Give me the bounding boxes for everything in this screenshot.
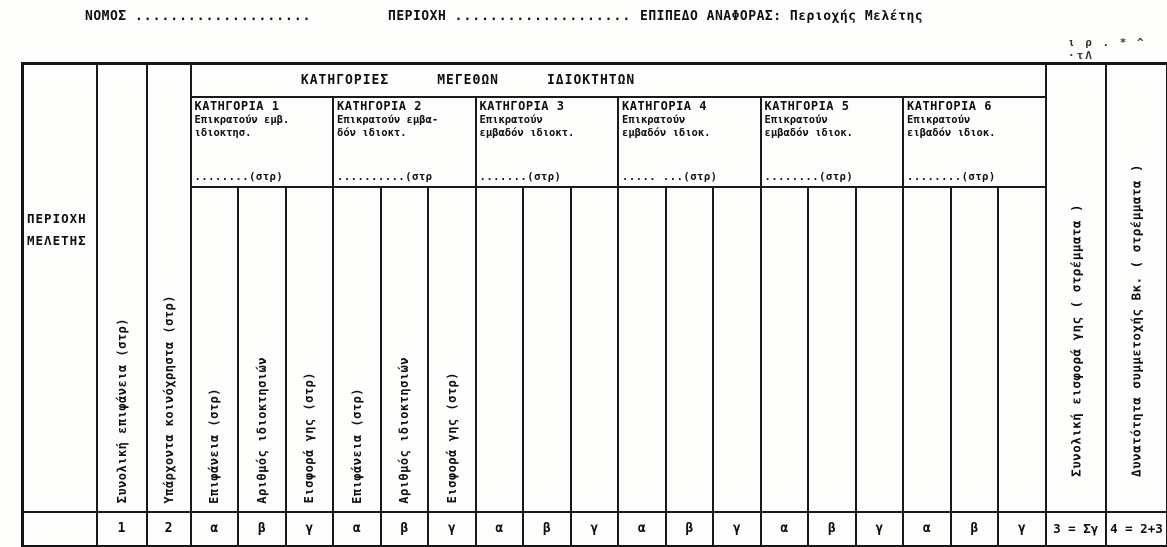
footer-cat3-gamma: γ [571,512,619,547]
cat4-surface-cell [618,187,666,512]
footer-cat2-alpha: α [333,512,381,547]
footer-col-2: 2 [147,512,191,547]
scan-noise-marks: ι ρ . * ^ ·τΛ [1068,36,1146,62]
cat5-contribution-cell [856,187,904,512]
total-surface-column [97,64,147,512]
epipedo-label: ΕΠΙΠΕΔΟ ΑΝΑΦΟΡΑΣ: [640,9,782,24]
cat1-owners-label: Αριθμός ιδιοκτησιών [254,356,269,504]
cat4-owners-cell [666,187,714,512]
nomos-label: ΝΟΜΟΣ [85,9,127,24]
category-1-header [191,97,334,187]
cat6-contribution-cell [998,187,1046,512]
category-1-desc2: ιδιοκτησ. [194,126,252,139]
category-4-title: ΚΑΤΗΓΟΡΙΑ 4 [622,98,707,113]
category-4-dots: ..... ...(στρ) [622,171,718,184]
footer-cat2-gamma: γ [428,512,476,547]
cat2-owners-label: Αριθμός ιδιοκτησιών [397,356,412,504]
cat2-surface-label: Επιφάνεια (στρ) [349,387,364,504]
existing-common-column [147,64,191,512]
cat2-contribution-label: Εισφορά γης (στρ) [444,372,459,504]
category-3-desc1: Επικρατούν [479,113,543,126]
study-area-line1: ΠΕΡΙΟΧΗ [27,211,87,227]
category-4-header [618,97,761,187]
periochi-label: ΠΕΡΙΟΧΗ [388,9,447,24]
periochi-field [388,9,631,24]
footer-cat3-alpha: α [476,512,524,547]
participation-column [1106,64,1167,512]
category-5-header [761,97,904,187]
category-2-title: ΚΑΤΗΓΟΡΙΑ 2 [337,98,422,113]
footer-cat5-gamma: γ [856,512,904,547]
footer-total-formula: 4 = 2+3 [1106,512,1167,547]
category-2-desc2: δόν ιδιοκτ. [337,126,407,139]
category-6-dots: ........(στρ) [907,171,996,184]
footer-cat4-gamma: γ [713,512,761,547]
categories-word1: ΚΑΤΗΓΟΡΙΕΣ [300,72,390,88]
category-5-title: ΚΑΤΗΓΟΡΙΑ 5 [764,98,850,113]
footer-cat1-beta: β [238,512,286,547]
category-5-desc2: εμβαδόν ιδιοκ. [764,126,854,139]
footer-cat5-beta: β [808,512,856,547]
footer-cat1-gamma: γ [286,512,334,547]
existing-common-label: Υπάρχοντα κοινόχρηστα (στρ) [161,294,176,504]
category-2-desc1: Επικρατούν εμβα- [337,113,439,126]
ownership-categories-table [21,62,1167,547]
footer-cat6-gamma: γ [998,512,1046,547]
category-6-header [903,97,1046,187]
cat1-surface-cell [191,187,239,512]
categories-word2: ΜΕΓΕΘΩΝ [437,72,499,88]
category-2-dots: ..........(στρ [337,171,433,184]
cat6-owners-cell [951,187,999,512]
total-surface-label: Συνολική επιφάνεια (στρ) [114,318,129,504]
cat2-surface-cell [333,187,381,512]
category-1-desc1: Επικρατούν εμβ. [194,113,290,126]
cat2-owners-cell [381,187,429,512]
epipedo-value: Περιοχής Μελέτης [789,9,924,24]
cat4-contribution-cell [713,187,761,512]
study-area-line2: ΜΕΛΕΤΗΣ [27,233,87,249]
study-area-header-cell [23,64,97,512]
category-5-desc1: Επικρατούν [764,113,828,126]
category-4-desc2: εμβαδόν ιδιοκ. [622,126,711,139]
cat1-contribution-label: Εισφορά γης (στρ) [302,372,317,504]
category-1-dots: ........(στρ) [194,171,284,184]
nomos-blank-dots: .................... [134,9,312,24]
categories-word3: ΙΔΙΟΚΤΗΤΩΝ [546,72,636,88]
category-4-desc1: Επικρατούν [622,113,686,126]
category-3-title: ΚΑΤΗΓΟΡΙΑ 3 [479,98,565,113]
category-6-desc2: ειβαδόν ιδιοκ. [907,126,996,139]
footer-cat3-beta: β [523,512,571,547]
footer-area-cell [23,512,97,547]
participation-label: Δυνατότητα συμμετοχής Βκ. ( στρέμματα ) [1128,163,1144,477]
cat1-owners-cell [238,187,286,512]
category-5-dots: ........(στρ) [764,171,854,184]
footer-cat6-alpha: α [903,512,951,547]
epipedo-anaforas-field [640,9,923,24]
cat3-owners-cell [523,187,571,512]
category-3-desc2: εμβαδόν ιδιοκτ. [479,126,575,139]
total-contribution-label: Συνολική εισφορά γης ( στρέμματα ) [1068,203,1084,477]
cat6-surface-cell [903,187,951,512]
category-2-header [333,97,476,187]
cat5-surface-cell [761,187,809,512]
cat3-surface-cell [476,187,524,512]
total-contribution-column [1046,64,1106,512]
category-3-header [476,97,619,187]
footer-sum-formula: 3 = Σγ [1046,512,1106,547]
categories-banner-cell [191,64,1046,97]
footer-cat6-beta: β [951,512,999,547]
cat2-contribution-cell [428,187,476,512]
cat1-contribution-cell [286,187,334,512]
footer-cat2-beta: β [381,512,429,547]
nomos-field [85,9,312,24]
category-6-title: ΚΑΤΗΓΟΡΙΑ 6 [907,98,992,113]
cat5-owners-cell [808,187,856,512]
footer-cat5-alpha: α [761,512,809,547]
footer-cat1-alpha: α [191,512,239,547]
category-1-title: ΚΑΤΗΓΟΡΙΑ 1 [194,98,280,113]
footer-col-1: 1 [97,512,147,547]
category-3-dots: .......(στρ) [479,171,562,184]
cat1-surface-label: Επιφάνεια (στρ) [207,387,222,504]
cat3-contribution-cell [571,187,619,512]
category-6-desc1: Επικρατούν [907,113,971,126]
footer-cat4-beta: β [666,512,714,547]
periochi-blank-dots: .................... [454,9,632,24]
footer-cat4-alpha: α [618,512,666,547]
